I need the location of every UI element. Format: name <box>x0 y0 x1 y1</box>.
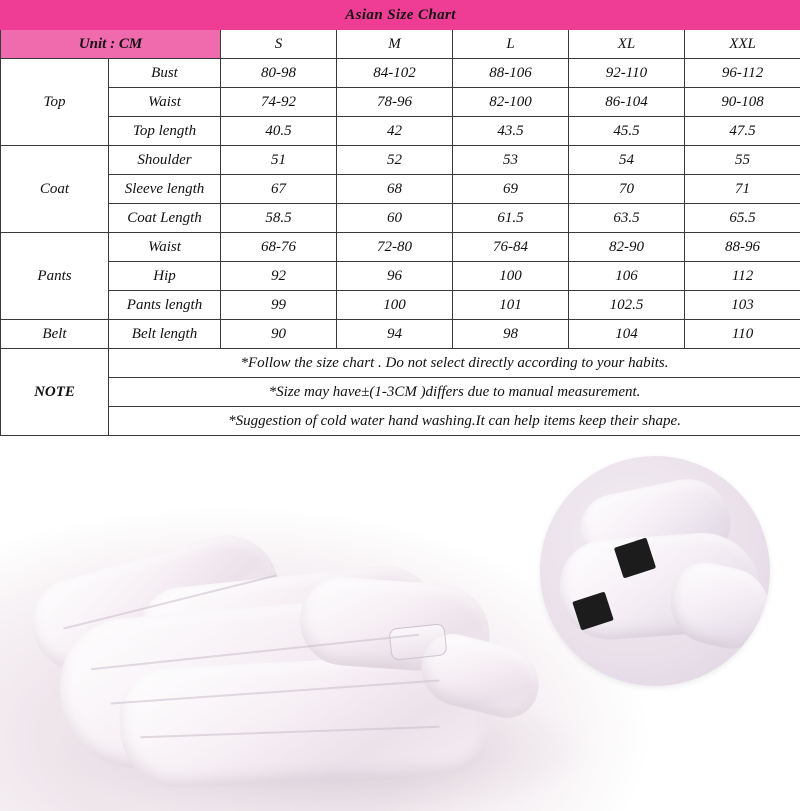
cell-value: 71 <box>685 175 800 204</box>
cell-value: 67 <box>221 175 337 204</box>
cell-value: 80-98 <box>221 59 337 88</box>
note-line: *Suggestion of cold water hand washing.It can help items keep their shape. <box>109 407 800 436</box>
cell-value: 90 <box>221 320 337 349</box>
cell-value: 94 <box>337 320 453 349</box>
cell-value: 92-110 <box>569 59 685 88</box>
group-label-top: Top <box>1 59 109 146</box>
unit-label: Unit : CM <box>1 30 221 59</box>
table-row <box>1 175 800 204</box>
jacket-pocket <box>388 623 447 661</box>
cell-value: 70 <box>569 175 685 204</box>
cell-value: 45.5 <box>569 117 685 146</box>
cell-value: 96-112 <box>685 59 800 88</box>
cell-value: 54 <box>569 146 685 175</box>
cell-value: 42 <box>337 117 453 146</box>
note-line: *Size may have±(1-3CM )differs due to manual measurement. <box>109 378 800 407</box>
cell-value: 82-90 <box>569 233 685 262</box>
cell-value: 86-104 <box>569 88 685 117</box>
cell-value: 53 <box>453 146 569 175</box>
row-label-shoulder: Shoulder <box>109 146 221 175</box>
cell-value: 88-106 <box>453 59 569 88</box>
row-label-hip: Hip <box>109 262 221 291</box>
cell-value: 78-96 <box>337 88 453 117</box>
cell-value: 84-102 <box>337 59 453 88</box>
size-header-l: L <box>453 30 569 59</box>
table-row-note <box>1 378 800 407</box>
cell-value: 82-100 <box>453 88 569 117</box>
cell-value: 60 <box>337 204 453 233</box>
cell-value: 104 <box>569 320 685 349</box>
cell-value: 106 <box>569 262 685 291</box>
row-label-coat-length: Coat Length <box>109 204 221 233</box>
cell-value: 40.5 <box>221 117 337 146</box>
detail-inset-circle <box>540 456 770 686</box>
size-header-s: S <box>221 30 337 59</box>
cell-value: 92 <box>221 262 337 291</box>
row-label-waist-pants: Waist <box>109 233 221 262</box>
cell-value: 99 <box>221 291 337 320</box>
table-row <box>1 146 800 175</box>
cell-value: 90-108 <box>685 88 800 117</box>
cell-value: 61.5 <box>453 204 569 233</box>
cell-value: 51 <box>221 146 337 175</box>
group-label-coat: Coat <box>1 146 109 233</box>
cell-value: 88-96 <box>685 233 800 262</box>
cell-value: 55 <box>685 146 800 175</box>
size-header-xl: XL <box>569 30 685 59</box>
cell-value: 98 <box>453 320 569 349</box>
cell-value: 74-92 <box>221 88 337 117</box>
row-label-waist-top: Waist <box>109 88 221 117</box>
cell-value: 96 <box>337 262 453 291</box>
row-label-top-length: Top length <box>109 117 221 146</box>
cell-value: 65.5 <box>685 204 800 233</box>
table-row <box>1 117 800 146</box>
cell-value: 100 <box>453 262 569 291</box>
cell-value: 47.5 <box>685 117 800 146</box>
cell-value: 103 <box>685 291 800 320</box>
table-row-title <box>1 1 800 30</box>
cell-value: 69 <box>453 175 569 204</box>
table-row-note <box>1 349 800 378</box>
table-row <box>1 59 800 88</box>
table-row <box>1 262 800 291</box>
group-label-belt: Belt <box>1 320 109 349</box>
cell-value: 58.5 <box>221 204 337 233</box>
product-photo <box>0 436 800 811</box>
cell-value: 112 <box>685 262 800 291</box>
row-label-bust: Bust <box>109 59 221 88</box>
cell-value: 43.5 <box>453 117 569 146</box>
row-label-belt-length: Belt length <box>109 320 221 349</box>
cell-value: 52 <box>337 146 453 175</box>
cell-value: 76-84 <box>453 233 569 262</box>
table-row <box>1 88 800 117</box>
cell-value: 72-80 <box>337 233 453 262</box>
size-header-m: M <box>337 30 453 59</box>
table-row-header <box>1 30 800 59</box>
size-header-xxl: XXL <box>685 30 800 59</box>
cell-value: 102.5 <box>569 291 685 320</box>
row-label-sleeve-length: Sleeve length <box>109 175 221 204</box>
table-row <box>1 291 800 320</box>
cell-value: 101 <box>453 291 569 320</box>
table-row <box>1 320 800 349</box>
chart-title: Asian Size Chart <box>1 1 800 30</box>
cell-value: 110 <box>685 320 800 349</box>
cell-value: 63.5 <box>569 204 685 233</box>
note-line: *Follow the size chart . Do not select directly according to your habits. <box>109 349 800 378</box>
note-label: NOTE <box>1 349 109 436</box>
table-row-note <box>1 407 800 436</box>
cell-value: 100 <box>337 291 453 320</box>
cell-value: 68-76 <box>221 233 337 262</box>
cell-value: 68 <box>337 175 453 204</box>
table-row <box>1 204 800 233</box>
table-row <box>1 233 800 262</box>
group-label-pants: Pants <box>1 233 109 320</box>
row-label-pants-length: Pants length <box>109 291 221 320</box>
